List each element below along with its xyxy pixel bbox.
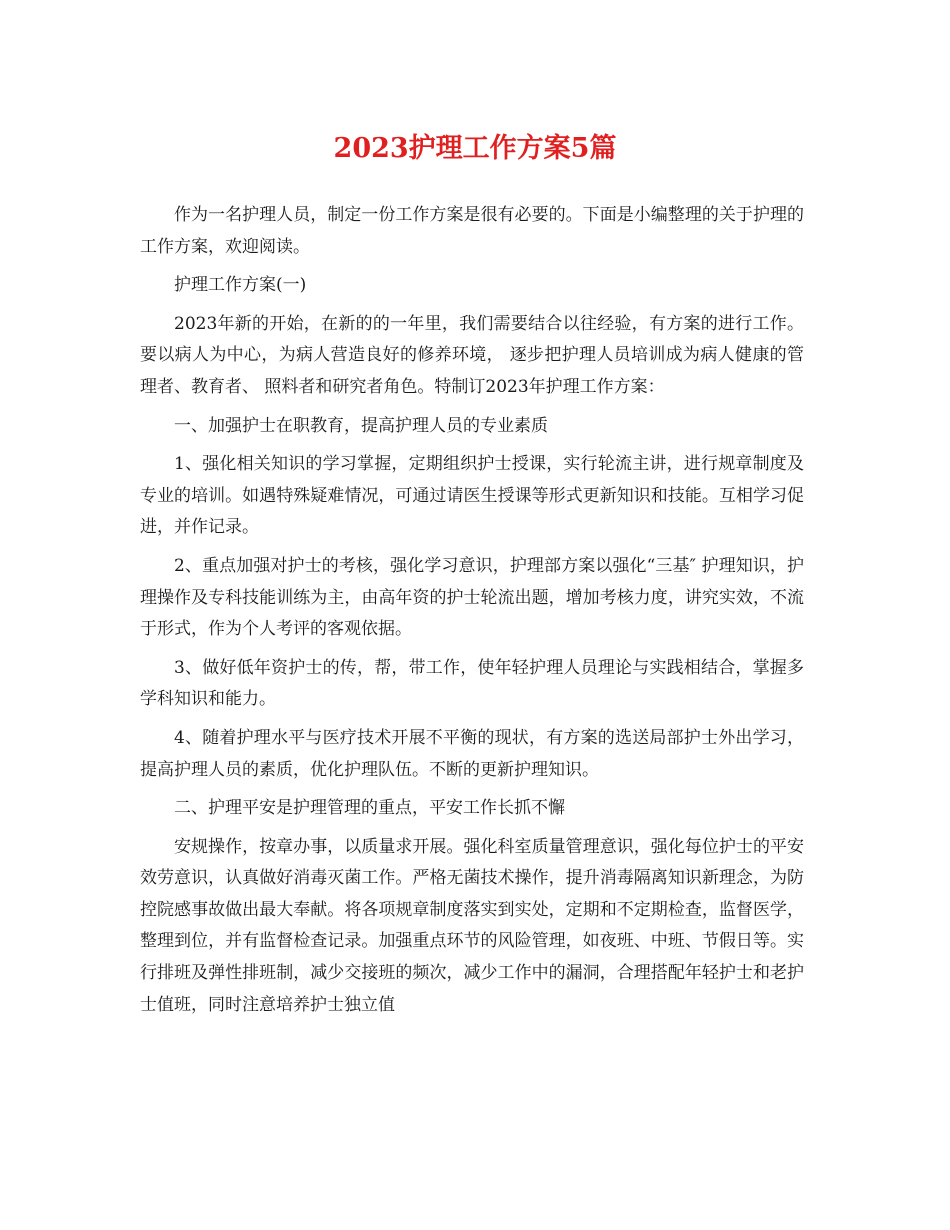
paragraph-list-item: 2、重点加强对护士的考核，强化学习意识，护理部方案以强化“三基″ 护理知识，护理操作及专科技能训练为主，由高年资的护士轮流出题，增加考核力度，讲究实效，不流于形式，作为个人考评的客观依据。: [140, 555, 804, 640]
paragraph-list-item: 1、强化相关知识的学习掌握，定期组织护士授课，实行轮流主讲，进行规章制度及专业的培训。如遇特殊疑难情况，可通过请医生授课等形式更新知识和技能。互相学习促进，并作记录。: [140, 454, 804, 538]
paragraph-subheading: 二、护理平安是护理管理的重点，平安工作长抓不懈: [174, 798, 565, 819]
paragraph-subheading: 一、加强护士在职教育，提高护理人员的专业素质: [174, 415, 548, 436]
document-title: 2023护理工作方案5篇: [333, 133, 617, 164]
paragraph-intro: 作为一名护理人员，制定一份工作方案是很有必要的。下面是小编整理的关于护理的工作方案，欢迎阅读。: [140, 205, 804, 257]
paragraph-list-item: 3、做好低年资护士的传，帮，带工作，使年轻护理人员理论与实践相结合，掌握多学科知识和能力。: [140, 657, 804, 710]
paragraph: 2023年新的开始，在新的的一年里，我们需要结合以往经验，有方案的进行工作。要以病人为中心，为病人营造良好的修养环境， 逐步把护理人员培训成为病人健康的管理者、教育者、 照料者和研究者角色。特制订2023年护理工作方案：: [140, 313, 804, 397]
paragraph: 安规操作，按章办事，以质量求开展。强化科室质量管理意识，强化每位护士的平安效劳意识，认真做好消毒灭菌工作。严格无菌技术操作，提升消毒隔离知识新理念，为防控院感事故做出最大奉献。将各项规章制度落实到实处，定期和不定期检查，监督医学，整理到位，并有监督检查记录。加强重点环节的风险管理，如夜班、中班、节假日等。实行排班及弹性排班制，减少交接班的频次，减少工作中的漏洞，合理搭配年轻护士和老护士值班，同时注意培养护士独立值: [140, 836, 804, 1015]
document-body: [140, 200, 804, 1028]
paragraph-list-item: 4、随着护理水平与医疗技术开展不平衡的现状，有方案的选送局部护士外出学习，提高护理人员的素质，优化护理队伍。不断的更新护理知识。: [140, 727, 804, 780]
paragraph-section-heading: 护理工作方案(一): [174, 275, 307, 296]
